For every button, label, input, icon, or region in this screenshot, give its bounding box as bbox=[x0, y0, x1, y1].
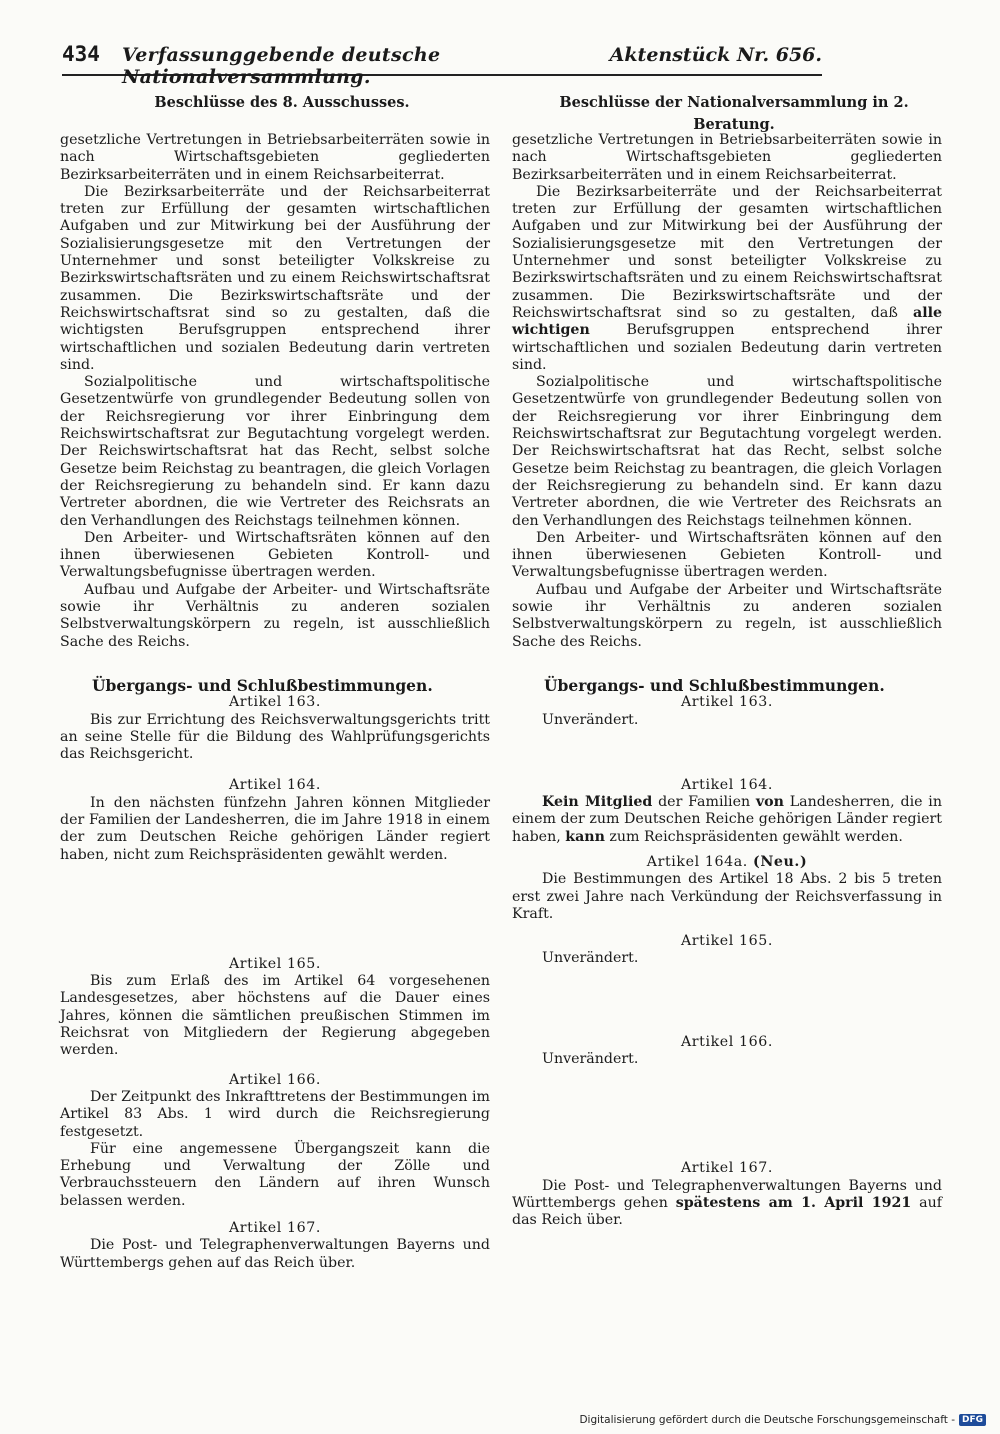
page-header bbox=[62, 42, 822, 88]
left-article-167-heading: Artikel 167. bbox=[228, 1220, 322, 1237]
page-number: 434 bbox=[62, 42, 100, 66]
right-article-164-bold-1: Kein Mitglied bbox=[542, 794, 653, 811]
right-article-165-heading: Artikel 165. bbox=[680, 933, 774, 950]
right-article-164-text bbox=[512, 794, 942, 846]
left-article-163-text: Bis zur Errichtung des Reichsverwaltungsgerichts tritt an seine Stelle für die Bildung des Wahlprüfungsgerichts das Reichsgericht. bbox=[60, 711, 490, 763]
left-column-heading: Beschlüsse des 8. Ausschusses. bbox=[154, 94, 410, 111]
right-section-title: Übergangs- und Schlußbestimmungen. bbox=[544, 675, 885, 695]
left-article-167-text: Die Post- und Telegraphenverwaltungen Bayerns und Württembergs gehen auf das Reich über. bbox=[60, 1237, 490, 1271]
right-article-166-heading: Artikel 166. bbox=[680, 1033, 774, 1050]
left-paragraph-1: gesetzliche Vertretungen in Betriebsarbeiterräten sowie in nach Wirtschaftsgebieten gegliederten Bezirksarbeiterräten und in einem Reichsarbeiterrat. bbox=[60, 132, 490, 183]
dfg-logo: DFG bbox=[959, 1414, 986, 1426]
left-article-165-text: Bis zum Erlaß des im Artikel 64 vorgesehenen Landesgesetzes, aber höchstens auf die Dauer eines Jahres, können die sämtlichen preußischen Stimmen im Reichsrat von Mitgliedern der Regierung abgegeben werden. bbox=[60, 973, 490, 1059]
left-paragraph-2: Die Bezirksarbeiterräte und der Reichsarbeiterrat treten zur Erfüllung der gesamten wirtschaftlichen Aufgaben und zur Mitwirkung bei der Ausführung der Sozialisierungsgesetze mit den Vertretungen der Unternehmer und sonst beteiligter Volkskreise zu Bezirkswirtschaftsräten und zu einem Reichswirtschaftsrat zusammen. Die Bezirkswirtschaftsräte und der Reichswirtschaftsrat sind so zu gestalten, daß die wichtigsten Berufsgruppen entsprechend ihrer wirtschaftlichen und sozialen Bedeutung darin vertreten sind. bbox=[60, 183, 490, 373]
right-article-163-heading: Artikel 163. bbox=[680, 694, 774, 711]
right-article-163-unchanged: Unverändert. bbox=[542, 711, 639, 728]
right-column-heading: Beschlüsse der Nationalversammlung in 2. Beratung. bbox=[559, 94, 909, 133]
right-paragraph-1: gesetzliche Vertretungen in Betriebsarbeiterräten sowie in nach Wirtschaftsgebieten gegliederten Bezirksarbeiterräten und in einem Reichsarbeiterrat. bbox=[512, 132, 942, 183]
right-paragraph-2-part-1: Die Bezirksarbeiterräte und der Reichsarbeiterrat treten zur Erfüllung der gesamten wirtschaftlichen Aufgaben und zur Mitwirkung bei der Ausführung der Sozialisierungsgesetze mit den Vertretungen der Unternehmer und sonst beteiligter Volkskreise zu Bezirkswirtschaftsräten und zu einem Reichswirtschaftsrat zusammen. Die Bezirkswirtschaftsräte und der Reichswirtschaftsrat sind so zu gestalten, daß bbox=[512, 183, 942, 321]
right-article-167-part-1: Die Post- und Telegraphenverwaltungen Bayerns und Württembergs gehen bbox=[512, 1177, 942, 1211]
left-article-164-text: In den nächsten fünfzehn Jahren können Mitglieder der Familien der Landesherren, die im Jahre 1918 in einem der zum Deutschen Reiche gehörigen Länder regiert haben, nicht zum Reichspräsidenten gewählt werden. bbox=[60, 794, 490, 863]
footer-credit: Digitalisierung gefördert durch die Deutsche Forschungsgemeinschaft - bbox=[579, 1414, 955, 1426]
right-article-164a-text: Die Bestimmungen des Artikel 18 Abs. 2 bis 5 treten erst zwei Jahre nach Verkündung der Reichsverfassung in Kraft. bbox=[512, 871, 942, 922]
left-column bbox=[60, 92, 490, 1272]
right-paragraph-4: Den Arbeiter- und Wirtschaftsräten können auf den ihnen überwiesenen Gebieten Kontroll- und Verwaltungsbefugnisse übertragen werden. bbox=[512, 529, 942, 581]
right-article-164-part-2: Landesherren, die in einem der zum Deutschen Reiche gehörigen Länder regiert haben, bbox=[512, 794, 942, 845]
right-article-164-bold-2: von bbox=[755, 794, 784, 811]
right-article-167-heading: Artikel 167. bbox=[680, 1160, 774, 1177]
left-article-166-text-2: Für eine angemessene Übergangszeit kann die Erhebung und Verwaltung der Zölle und Verbrauchssteuern den Ländern auf ihren Wunsch belassen werden. bbox=[60, 1140, 490, 1209]
right-article-164-bold-3: kann bbox=[565, 828, 605, 845]
right-paragraph-5: Aufbau und Aufgabe der Arbeiter und Wirtschaftsräte sowie ihr Verhältnis zu anderen sozialen Selbstverwaltungskörpern zu regeln, ist ausschließlich Sache des Reichs. bbox=[512, 581, 942, 650]
right-article-167-text bbox=[512, 1178, 942, 1230]
document-number: Aktenstück Nr. 656. bbox=[609, 44, 822, 66]
right-article-165-unchanged: Unverändert. bbox=[542, 950, 639, 967]
right-paragraph-2-part-2: Berufsgruppen entsprechend ihrer wirtschaftlichen und sozialen Bedeutung darin vertreten sind. bbox=[512, 322, 942, 373]
right-article-167-part-2: auf das Reich über. bbox=[512, 1194, 942, 1229]
right-article-164-heading: Artikel 164. bbox=[680, 776, 774, 793]
right-article-164-part-3: zum Reichspräsidenten gewählt werden. bbox=[609, 828, 903, 845]
right-article-166-unchanged: Unverändert. bbox=[542, 1051, 639, 1068]
running-title: Verfassunggebende deutsche Nationalversammlung. bbox=[122, 44, 441, 88]
left-article-166-text: Der Zeitpunkt des Inkrafttretens der Bestimmungen im Artikel 83 Abs. 1 wird durch die Reichsregierung festgesetzt. bbox=[60, 1088, 490, 1140]
right-article-164-part-1: der Familien bbox=[658, 794, 751, 811]
right-article-164a-label: Artikel 164a. bbox=[646, 853, 748, 870]
right-paragraph-3: Sozialpolitische und wirtschaftspolitische Gesetzentwürfe von grundlegender Bedeutung sollen von der Reichsregierung vor ihrer Einbringung dem Reichswirtschaftsrat zur Begutachtung vorgelegt werden. Der Reichswirtschaftsrat hat das Recht, selbst solche Gesetze beim Reichstag zu beantragen, die gleich Vorlagen der Reichsregierung zu behandeln sind. Er kann dazu Vertreter abordnen, die wie Vertreter des Reichsrats an den Verhandlungen des Reichstags teilnehmen können. bbox=[512, 374, 942, 529]
right-paragraph-2-emphasis: alle wichtigen bbox=[512, 304, 942, 339]
left-paragraph-5: Aufbau und Aufgabe der Arbeiter- und Wirtschaftsräte sowie ihr Verhältnis zu anderen sozialen Selbstverwaltungskörpern zu regeln, ist ausschließlich Sache des Reichs. bbox=[60, 581, 490, 650]
left-article-166-heading: Artikel 166. bbox=[228, 1071, 322, 1088]
right-article-164a-heading bbox=[512, 854, 942, 871]
right-paragraph-2 bbox=[512, 184, 942, 374]
right-article-167-bold: spätestens am 1. April 1921 bbox=[675, 1194, 912, 1211]
left-article-165-heading: Artikel 165. bbox=[228, 955, 322, 972]
left-paragraph-4: Den Arbeiter- und Wirtschaftsräten können auf den ihnen überwiesenen Gebieten Kontroll- und Verwaltungsbefugnisse übertragen werden. bbox=[60, 529, 490, 581]
right-article-164a-new-marker: (Neu.) bbox=[753, 853, 808, 870]
left-article-163-heading: Artikel 163. bbox=[228, 694, 322, 711]
right-column bbox=[512, 92, 942, 1230]
left-article-164-heading: Artikel 164. bbox=[228, 777, 322, 794]
left-section-title: Übergangs- und Schlußbestimmungen. bbox=[92, 675, 433, 695]
digitization-footer bbox=[579, 1414, 986, 1426]
left-paragraph-3: Sozialpolitische und wirtschaftspolitische Gesetzentwürfe von grundlegender Bedeutung sollen von der Reichsregierung vor ihrer Einbringung dem Reichswirtschaftsrat zur Begutachtung vorgelegt werden. Der Reichswirtschaftsrat hat das Recht, selbst solche Gesetze beim Reichstag zu beantragen, die gleich Vorlagen der Reichsregierung zu behandeln sind. Er kann dazu Vertreter abordnen, die wie Vertreter des Reichsrats an den Verhandlungen des Reichstags teilnehmen können. bbox=[60, 374, 490, 529]
